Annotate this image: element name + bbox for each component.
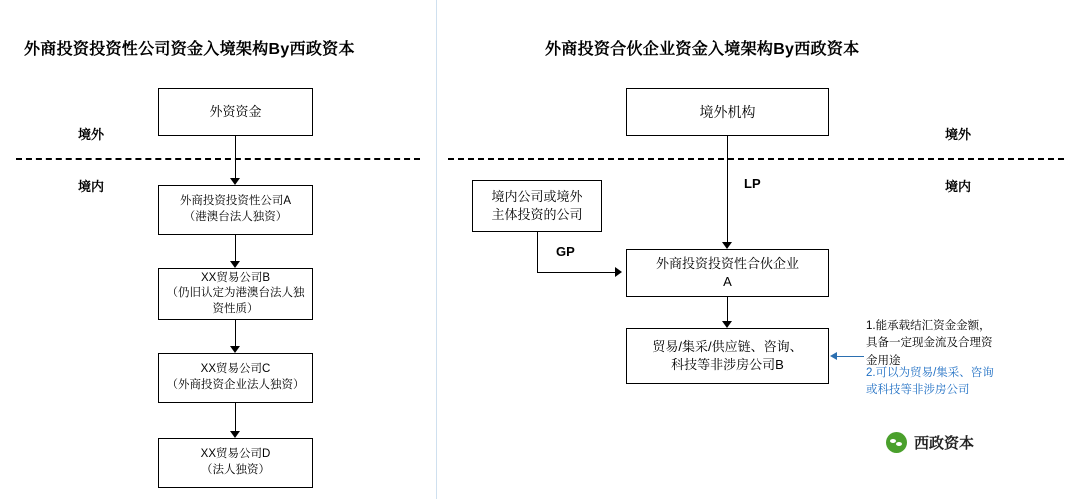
left-box-investment-company-a-line1: 外商投资投资性公司A [179, 195, 292, 208]
right-box-target-company-b-line1: 贸易/集采/供应链、咨询、 [652, 339, 803, 355]
right-box-gp-entity-line1: 境内公司或境外 [491, 189, 583, 205]
left-border-dashed-line [16, 158, 420, 160]
watermark [886, 432, 974, 453]
left-arrow-2 [230, 261, 240, 268]
left-box-trading-company-c-line2: （外商投资企业法人独资） [166, 379, 305, 391]
right-arrow-gp [615, 267, 622, 277]
right-box-partnership-a-line2: A [723, 274, 732, 289]
right-box-partnership-a [626, 249, 829, 297]
left-connector-1 [235, 136, 236, 182]
right-box-offshore-institution [626, 88, 829, 136]
right-arrow-target [722, 321, 732, 328]
right-box-offshore-institution-label: 境外机构 [699, 103, 756, 120]
right-panel-title: 外商投资合伙企业资金入境架构By西政资本 [545, 41, 860, 58]
right-arrow-lp [722, 242, 732, 249]
right-box-gp-entity-line2: 主体投资的公司 [491, 207, 583, 222]
left-box-trading-company-b-line2: （仍旧认定为港澳台法人独资性质） [166, 287, 305, 315]
left-arrow-1 [230, 178, 240, 185]
right-note-arrow [830, 352, 837, 360]
right-box-target-company-b-line2: 科技等非涉房公司B [671, 357, 784, 372]
right-note-2-text: 2.可以为贸易/集采、咨询或科技等非涉房公司 [866, 367, 994, 397]
right-note-connector [836, 356, 864, 357]
watermark-text: 西政资本 [914, 435, 975, 452]
right-note-2 [866, 365, 998, 400]
right-connector-gp-horizontal [537, 272, 617, 273]
right-box-partnership-a-line1: 外商投资投资性合伙企业 [655, 256, 799, 272]
left-arrow-3 [230, 346, 240, 353]
left-arrow-4 [230, 431, 240, 438]
wechat-icon [886, 432, 907, 453]
right-edge-label-lp: LP [744, 176, 761, 191]
right-edge-label-gp: GP [556, 244, 575, 259]
right-onshore-label: 境内 [945, 179, 972, 194]
panel-divider [436, 0, 437, 499]
left-box-investment-company-a [158, 185, 313, 235]
left-offshore-label: 境外 [78, 127, 105, 142]
left-box-trading-company-b-line1: XX贸易公司B [200, 271, 270, 284]
left-box-trading-company-b [158, 268, 313, 320]
right-connector-gp-vertical [537, 232, 538, 272]
left-box-trading-company-d [158, 438, 313, 488]
left-box-foreign-capital-line1: 外资资金 [209, 104, 262, 120]
right-note-1-text: 1.能承载结汇资金金额，具备一定现金流及合理资金用途 [866, 320, 993, 367]
right-offshore-label: 境外 [945, 127, 972, 142]
left-box-trading-company-d-line2: （法人独资） [201, 464, 270, 476]
right-border-dashed-line [448, 158, 1064, 160]
left-box-trading-company-c [158, 353, 313, 403]
left-box-trading-company-c-line1: XX贸易公司C [200, 363, 271, 376]
right-connector-lp [727, 136, 728, 246]
left-box-investment-company-a-line2: （港澳台法人独资） [183, 211, 288, 223]
left-box-foreign-capital [158, 88, 313, 136]
right-box-gp-entity [472, 180, 602, 232]
right-box-target-company-b [626, 328, 829, 384]
right-note-1 [866, 318, 998, 370]
left-panel-title: 外商投资投资性公司资金入境架构By西政资本 [24, 41, 355, 58]
left-onshore-label: 境内 [78, 179, 105, 194]
left-box-trading-company-d-line1: XX贸易公司D [200, 448, 271, 461]
